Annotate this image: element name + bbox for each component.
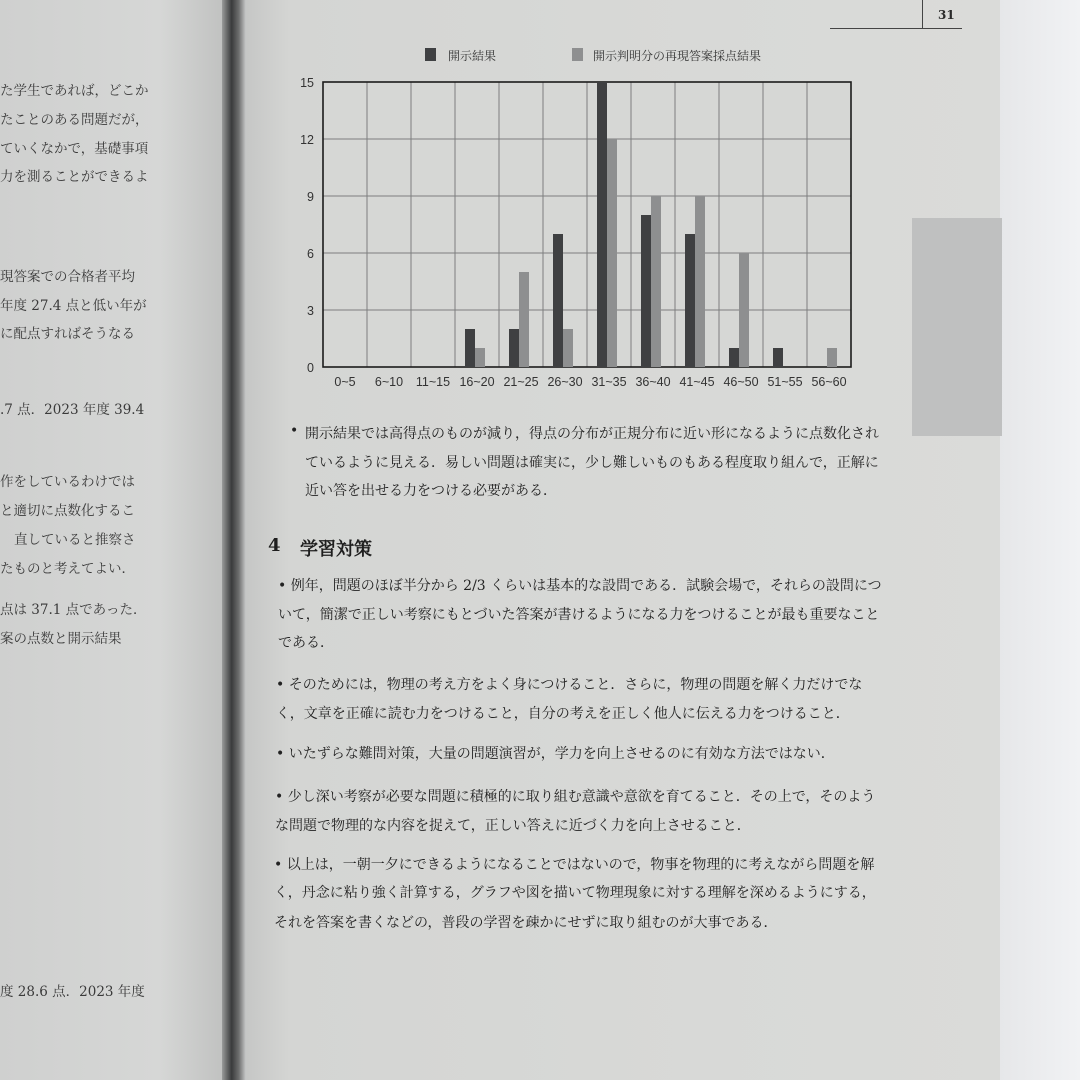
left-text-line: 作をしているわけでは [0,474,135,490]
left-text-line: に配点すればそうなる [0,326,135,342]
chart-legend [425,48,761,63]
bar-disclosed [465,329,475,367]
section-bullet-line: • いたずらな難問対策，大量の問題演習が，学力を向上させるのに有効な方法ではない． [276,746,835,762]
x-tick-label: 16~20 [459,375,495,389]
y-tick-label: 15 [300,76,314,90]
legend-label: 開示判明分の再現答案採点結果 [593,49,762,63]
bar-reproduced [695,196,705,367]
section-bullet-line: いて，簡潔で正しい考察にもとづいた答案が書けるようになる力をつけることが最も重要なこと [278,607,880,623]
header-rule [830,28,962,29]
left-text-line: 直していると推察さ [14,532,136,548]
x-tick-label: 31~35 [591,375,627,389]
bar-reproduced [827,348,837,367]
x-tick-label: 36~40 [635,375,671,389]
section-bullet-line: • 例年，問題のほぼ半分から 2/3 くらいは基本的な設問である．試験会場で，それらの設問につ [278,578,882,594]
section-bullet-line: それを答案を書くなどの，普段の学習を疎かにせずに取り組むのが大事である． [274,915,778,931]
left-text-line: た学生であれば，どこか [0,83,149,99]
left-text-line: たものと考えてよい． [0,561,135,577]
bar-disclosed [597,82,607,367]
thumb-index-tab [912,218,1002,436]
bar-reproduced [519,272,529,367]
section-bullet-line: く，丹念に粘り強く計算する，グラフや図を描いて物理現象に対する理解を深めるようにする， [274,885,876,901]
bar-disclosed [685,234,695,367]
legend-swatch-reproduced [572,48,583,61]
bar-reproduced [475,348,485,367]
page-edge [1000,0,1080,1080]
score-distribution-chart [290,40,870,400]
x-tick-label: 46~50 [723,375,759,389]
left-text-line: 度 28.6 点．2023 年度 [0,984,145,1000]
x-tick-label: 0~5 [334,375,356,389]
section-bullet-line: • そのためには，物理の考え方をよく身につけること．さらに，物理の問題を解く力だけでな [276,677,863,693]
x-tick-label: 51~55 [767,375,803,389]
left-text-line: 点は 37.1 点であった． [0,602,147,618]
book-spine [222,0,246,1080]
observation-line: 近い答を出せる力をつける必要がある． [305,483,557,499]
section-bullet-line: である． [278,635,334,651]
bar-disclosed [773,348,783,367]
left-text-line: ていくなかで，基礎事項 [0,141,149,157]
observation-line: ているように見える．易しい問題は確実に，少し難しいものもある程度取り組んで，正解に [305,455,879,471]
section-title: 学習対策 [300,539,372,560]
bullet-icon: • [290,423,299,439]
legend-swatch-disclosed [425,48,436,61]
x-tick-label: 56~60 [811,375,847,389]
left-text-line: と適切に点数化するこ [0,503,135,519]
page-number: 31 [938,8,955,22]
y-tick-label: 3 [307,304,314,318]
section-number: 4 [268,535,281,556]
x-tick-label: 26~30 [547,375,583,389]
bar-reproduced [739,253,749,367]
section-bullet-line: く，文章を正確に読む力をつけること，自分の考えを正しく他人に伝える力をつけること． [276,706,850,722]
section-bullet-line: • 以上は，一朝一夕にできるようになることではないので，物事を物理的に考えながら問題を解 [274,857,875,873]
left-text-line: 案の点数と開示結果 [0,631,122,647]
bar-disclosed [553,234,563,367]
y-tick-label: 12 [300,133,314,147]
y-tick-label: 9 [307,190,314,204]
section-bullet-line: な問題で物理的な内容を捉えて，正しい答えに近づく力を向上させること． [275,818,751,834]
left-text-line: たことのある問題だが， [0,112,149,128]
left-text-line: 年度 27.4 点と低い年が [0,298,147,314]
y-tick-label: 0 [307,361,314,375]
bar-reproduced [651,196,661,367]
bar-reproduced [563,329,573,367]
section-bullet-line: • 少し深い考察が必要な問題に積極的に取り組む意識や意欲を育てること．その上で，そのよう [275,789,876,805]
left-text-line: 力を測ることができるよ [0,169,149,185]
legend-label: 開示結果 [448,49,497,63]
x-tick-label: 6~10 [374,375,404,389]
x-tick-label: 41~45 [679,375,715,389]
bar-disclosed [729,348,739,367]
x-tick-label: 11~15 [415,375,451,389]
x-tick-label: 21~25 [503,375,539,389]
bar-disclosed [641,215,651,367]
header-divider [922,0,923,29]
left-text-line: 現答案での合格者平均 [0,269,135,285]
left-text-line: .7 点．2023 年度 39.4 [0,402,145,418]
bar-reproduced [607,139,617,367]
observation-line: 開示結果では高得点のものが減り，得点の分布が正規分布に近い形になるように点数化され [305,426,879,442]
y-tick-label: 6 [307,247,314,261]
bar-disclosed [509,329,519,367]
